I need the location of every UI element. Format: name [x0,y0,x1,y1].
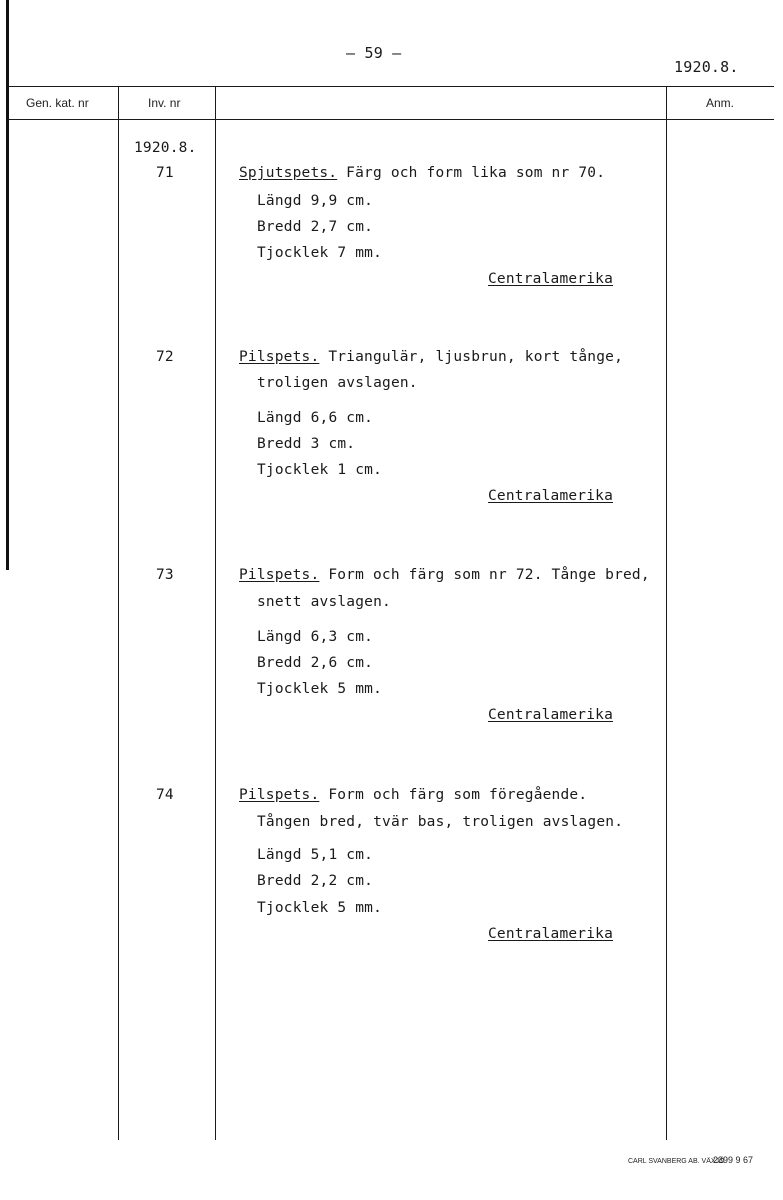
entry-width: Bredd 3 cm. [257,436,356,452]
entry-width: Bredd 2,7 cm. [257,219,374,235]
entry-origin: Centralamerika [488,488,614,504]
entry-title: Pilspets. [239,349,320,365]
group-catalog-label: 1920.8. [134,140,197,156]
entry-number: 71 [156,165,174,181]
column-header-inv-nr: Inv. nr [148,96,181,110]
entry-thickness: Tjocklek 5 mm. [257,900,383,916]
entry-description-continued: Tången bred, tvär bas, troligen avslagen. [257,814,624,830]
entry-length: Längd 6,6 cm. [257,410,374,426]
column-divider-text-anm [666,86,667,1140]
catalog-number: 1920.8. [674,58,739,76]
header-top-rule [8,86,774,87]
entry-description-continued: troligen avslagen. [257,375,418,391]
entry-thickness: Tjocklek 5 mm. [257,681,383,697]
column-header-gen-kat-nr: Gen. kat. nr [26,96,89,110]
footer-printer: CARL SVANBERG AB. VÄXJÖ [628,1158,725,1165]
entry-description: Form och färg som nr 72. Tånge bred, [328,567,650,583]
entry-origin: Centralamerika [488,707,614,723]
entry-width: Bredd 2,2 cm. [257,873,374,889]
entry-header-line [239,165,605,181]
column-header-anm: Anm. [706,96,735,110]
entry-header-line [239,567,650,583]
entry-number: 73 [156,567,174,583]
entry-description: Form och färg som föregående. [328,787,588,803]
column-divider-gen-inv [118,86,119,1140]
page-number: – 59 – [346,44,402,62]
entry-length: Längd 5,1 cm. [257,847,374,863]
entry-description: Färg och form lika som nr 70. [346,165,606,181]
entry-number: 72 [156,349,174,365]
entry-length: Längd 6,3 cm. [257,629,374,645]
header-bottom-rule [8,119,774,120]
entry-title: Pilspets. [239,567,320,583]
entry-width: Bredd 2,6 cm. [257,655,374,671]
entry-number: 74 [156,787,174,803]
entry-description-continued: snett avslagen. [257,594,391,610]
entry-origin: Centralamerika [488,271,614,287]
entry-length: Längd 9,9 cm. [257,193,374,209]
entry-thickness: Tjocklek 1 cm. [257,462,383,478]
entry-title: Spjutspets. [239,165,338,181]
entry-header-line [239,787,587,803]
column-divider-inv-text [215,86,216,1140]
entry-header-line [239,349,623,365]
entry-origin: Centralamerika [488,926,614,942]
footer-form-code: 2399 9 67 [713,1155,754,1165]
entry-title: Pilspets. [239,787,320,803]
entry-thickness: Tjocklek 7 mm. [257,245,383,261]
entry-description: Triangulär, ljusbrun, kort tånge, [328,349,623,365]
